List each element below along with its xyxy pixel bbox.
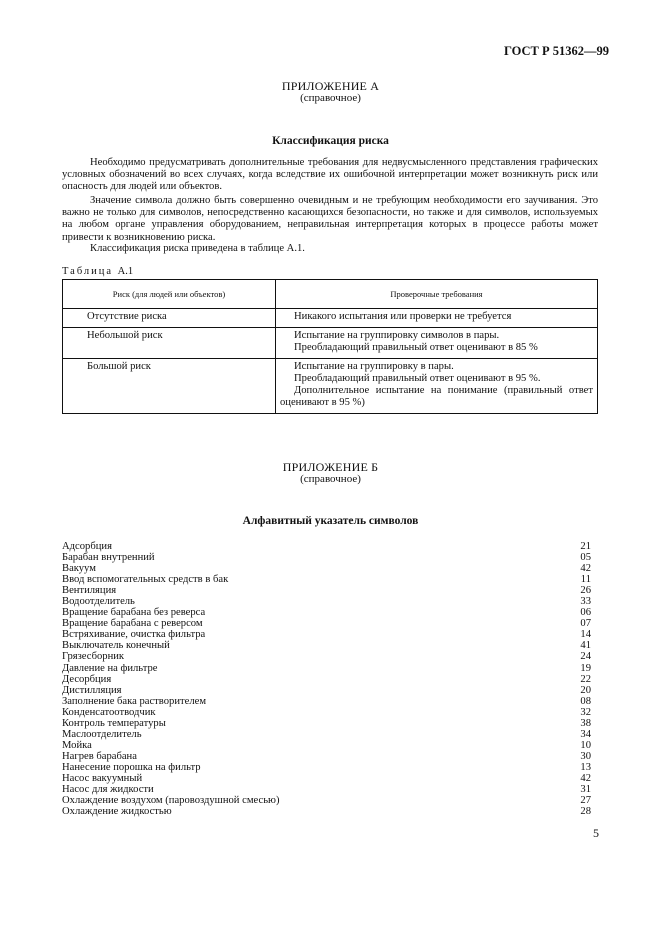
index-entry-page: 26 (580, 585, 591, 597)
index-entry-page: 42 (580, 772, 591, 784)
index-entry-name: Вентиляция (62, 585, 117, 597)
index-entry-page: 27 (580, 795, 591, 807)
index-entry-name: Нагрев барабана (62, 750, 137, 762)
risk-classification-table (62, 279, 598, 414)
index-entry-page: 42 (580, 563, 591, 575)
index-entry (62, 640, 591, 651)
index-entry-name: Барабан внутренний (62, 552, 155, 564)
index-entry-name: Охлаждение жидкостью (62, 806, 172, 818)
index-entry-page: 14 (580, 629, 591, 641)
appendix-a-title: ПРИЛОЖЕНИЕ А (281, 79, 380, 93)
index-entry (62, 729, 591, 740)
requirement-line: Дополнительное испытание на понимание (правильный ответ оценивают в 95 %) (280, 385, 593, 408)
index-entry-page: 34 (580, 728, 591, 740)
index-entry (62, 762, 591, 773)
index-entry-page: 21 (580, 541, 591, 552)
index-entry-name: Охлаждение воздухом (паровоздушной смесью) (62, 795, 280, 807)
index-entry-page: 38 (580, 717, 591, 729)
index-entry-name: Встряхивание, очистка фильтра (62, 629, 206, 641)
index-entry-page: 11 (580, 574, 591, 586)
index-entry-page: 20 (580, 684, 591, 696)
index-entry (62, 585, 591, 596)
index-entry (62, 795, 591, 806)
requirement-line: Испытание на группировку в пары. (294, 361, 454, 372)
risk-cell: Небольшой риск (63, 328, 276, 359)
index-entry (62, 618, 591, 629)
index-entry (62, 751, 591, 762)
index-entry-page: 41 (580, 640, 591, 652)
index-entry-page: 22 (580, 673, 591, 685)
index-entry-page: 19 (580, 662, 591, 674)
index-entry-name: Мойка (62, 739, 92, 751)
index-entry (62, 696, 591, 707)
index-entry-page: 08 (580, 695, 591, 707)
index-entry (62, 707, 591, 718)
index-entry-name: Дистилляция (62, 684, 122, 696)
appendix-b-heading: Алфавитный указатель символов (242, 515, 419, 527)
index-entry-name: Выключатель конечный (62, 640, 170, 652)
index-entry-page: 30 (580, 750, 591, 762)
column-header-requirements: Проверочные требования (276, 280, 598, 309)
index-entry-page: 10 (580, 739, 591, 751)
index-entry-name: Контроль температуры (62, 717, 166, 729)
index-entry-name: Конденсатоотводчик (62, 706, 156, 718)
index-entry (62, 784, 591, 795)
index-entry (62, 629, 591, 640)
page-number: 5 (593, 826, 599, 840)
index-entry-page: 24 (580, 651, 591, 663)
table-row (63, 328, 598, 359)
requirements-cell (276, 359, 598, 414)
requirement-line: Испытание на группировку символов в пары. (294, 330, 500, 341)
requirement-line: Никакого испытания или проверки не требуется (294, 311, 512, 322)
index-entry-name: Давление на фильтре (62, 662, 158, 674)
table-caption (62, 266, 133, 277)
index-entry (62, 596, 591, 607)
index-entry (62, 563, 591, 574)
index-entry (62, 685, 591, 696)
table-caption-number: А.1 (117, 266, 134, 277)
index-entry-page: 33 (580, 596, 591, 608)
appendix-b-subtitle: (справочное) (300, 473, 361, 485)
index-entry-name: Маслоотделитель (62, 728, 142, 740)
index-entry-name: Грязесборник (62, 651, 125, 663)
table-header-row (63, 280, 598, 309)
index-entry-name: Заполнение бака растворителем (62, 695, 207, 707)
paragraph: Значение символа должно быть совершенно очевидным и не требующим необходимости его заучивания. Это важно не только для символов, непосредственно касающихся безопасности, но также и для символов, используемых на любом органе управления оборудованием, неправильная интерпретация которых в процессе работы может привести к возникновению риска. (62, 195, 598, 243)
index-entry (62, 806, 591, 817)
index-entry-name: Вращение барабана с реверсом (62, 618, 203, 630)
paragraph: Классификация риска приведена в таблице А.1. (90, 243, 305, 254)
index-entry (62, 718, 591, 729)
index-entry-page: 05 (580, 552, 591, 564)
index-entry-name: Насос для жидкости (62, 784, 154, 796)
index-entry (62, 773, 591, 784)
index-entry (62, 674, 591, 685)
appendix-a-subtitle: (справочное) (300, 92, 361, 104)
index-entry-name: Адсорбция (62, 541, 112, 552)
index-entry-name: Десорбция (62, 673, 112, 685)
index-entry (62, 541, 591, 552)
symbol-index (62, 541, 591, 817)
index-entry-page: 07 (580, 618, 591, 630)
paragraph: Необходимо предусматривать дополнительные требования для недвусмысленного представления графических условных обозначений во всех случаях, когда вследствие их ошибочной интерпретации может возникнуть риск или опасность для людей или объектов. (62, 157, 598, 193)
index-entry (62, 574, 591, 585)
requirements-cell (276, 309, 598, 328)
index-entry-name: Вакуум (62, 563, 96, 575)
index-entry (62, 740, 591, 751)
requirement-line: Преобладающий правильный ответ оценивают в 95 %. (294, 373, 541, 384)
column-header-risk: Риск (для людей или объектов) (63, 280, 276, 309)
index-entry (62, 663, 591, 674)
index-entry-name: Насос вакуумный (62, 772, 143, 784)
requirements-cell (276, 328, 598, 359)
table-row (63, 309, 598, 328)
index-entry-page: 31 (580, 784, 591, 796)
index-entry (62, 651, 591, 662)
index-entry-name: Ввод вспомогательных средств в бак (62, 574, 229, 586)
index-entry-name: Вращение барабана без реверса (62, 607, 206, 619)
standard-designation: ГОСТ Р 51362—99 (503, 44, 609, 58)
requirement-line: Преобладающий правильный ответ оценивают в 85 % (294, 342, 538, 353)
risk-cell: Отсутствие риска (63, 309, 276, 328)
index-entry-page: 06 (580, 607, 591, 619)
table-row (63, 359, 598, 414)
appendix-b-title: ПРИЛОЖЕНИЕ Б (282, 460, 379, 474)
index-entry-page: 13 (580, 761, 591, 773)
appendix-a-heading: Классификация риска (272, 135, 389, 147)
index-entry-name: Нанесение порошка на фильтр (62, 761, 201, 773)
index-entry-page: 32 (580, 706, 591, 718)
table-caption-label: Таблица (62, 266, 114, 277)
risk-cell: Большой риск (63, 359, 276, 414)
index-entry (62, 552, 591, 563)
index-entry-page: 28 (580, 806, 591, 818)
index-entry (62, 607, 591, 618)
index-entry-name: Водоотделитель (62, 596, 135, 608)
